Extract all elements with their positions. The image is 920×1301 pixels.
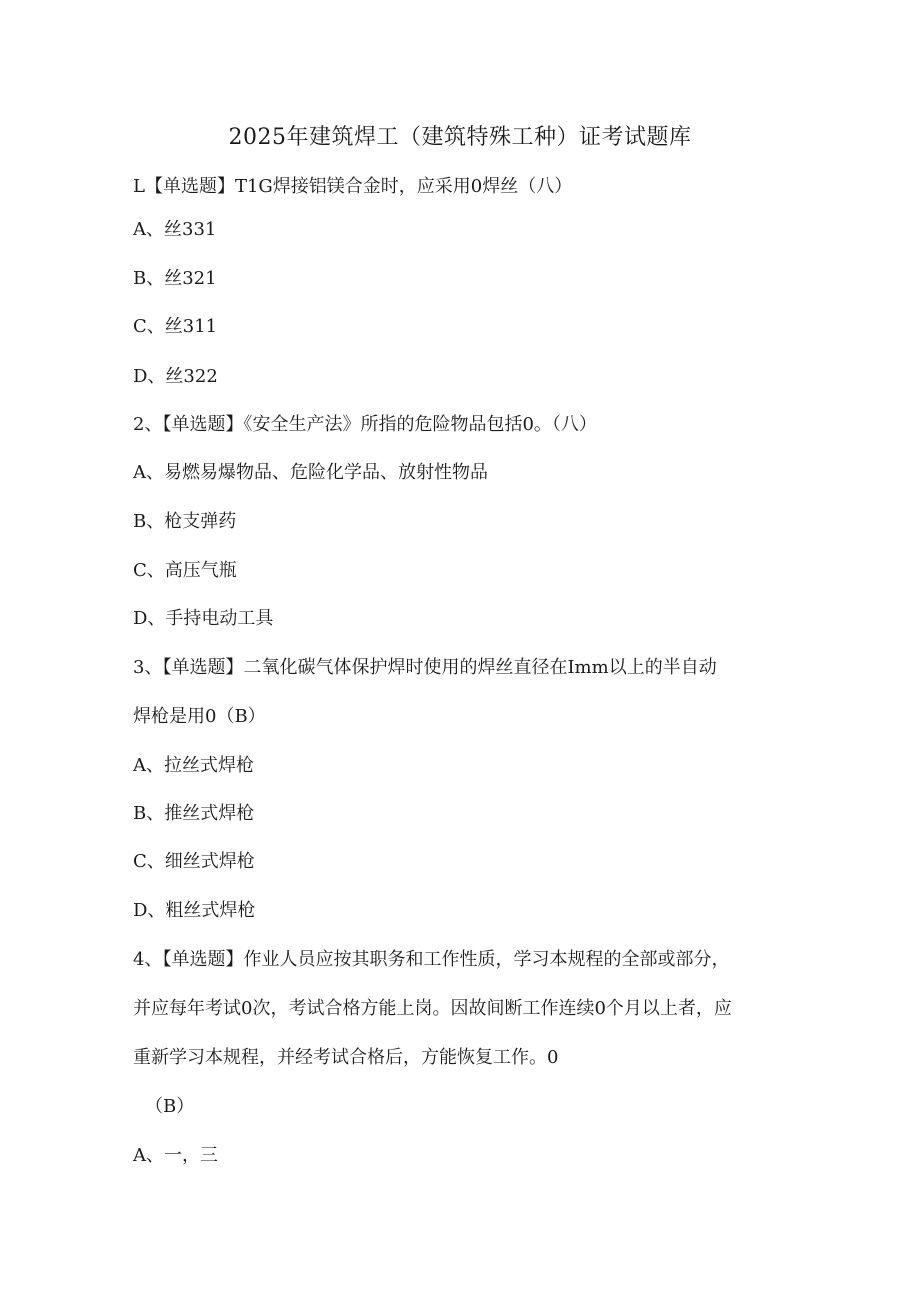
question-1-option-a: A、丝331 (133, 219, 217, 240)
question-2-option-d: D、手持电动工具 (133, 608, 274, 629)
page-title: 2025年建筑焊工（建筑特殊工种）证考试题库 (228, 125, 692, 150)
question-1-option-c: C、丝311 (133, 316, 218, 337)
question-3-option-d: D、粗丝式焊枪 (133, 900, 256, 921)
question-2-option-b: B、枪支弹药 (133, 511, 237, 532)
question-4-stem-line-1: 4、【单选题】作业人员应按其职务和工作性质，学习本规程的全部或部分， (133, 949, 730, 970)
question-3-option-a: A、拉丝式焊枪 (133, 755, 254, 776)
question-4-stem-line-2: 并应每年考试0次，考试合格方能上岗。因故间断工作连续0个月以上者，应 (133, 998, 732, 1019)
question-1-option-d: D、丝322 (133, 366, 218, 387)
question-1-option-b: B、丝321 (133, 268, 217, 289)
question-3-option-b: B、推丝式焊枪 (133, 803, 255, 824)
question-3-option-c: C、细丝式焊枪 (133, 851, 255, 872)
question-2-stem: 2、【单选题】《安全生产法》所指的危险物品包括0。（八） (133, 414, 597, 435)
question-4-stem-line-3: 重新学习本规程，并经考试合格后，方能恢复工作。0 (133, 1047, 559, 1068)
question-3-stem-line-1: 3、【单选题】二氧化碳气体保护焊时使用的焊丝直径在Imm以上的半自动 (133, 657, 717, 678)
question-3-stem-line-2: 焊枪是用0（B） (133, 706, 266, 727)
question-2-option-a: A、易燃易爆物品、危险化学品、放射性物品 (133, 462, 488, 483)
question-4-answer: （B） (145, 1096, 195, 1117)
question-4-option-a: A、一，三 (133, 1145, 218, 1166)
question-2-option-c: C、高压气瓶 (133, 560, 237, 581)
question-1-stem: L【单选题】T1G焊接铝镁合金时，应采用0焊丝（八） (133, 176, 573, 197)
